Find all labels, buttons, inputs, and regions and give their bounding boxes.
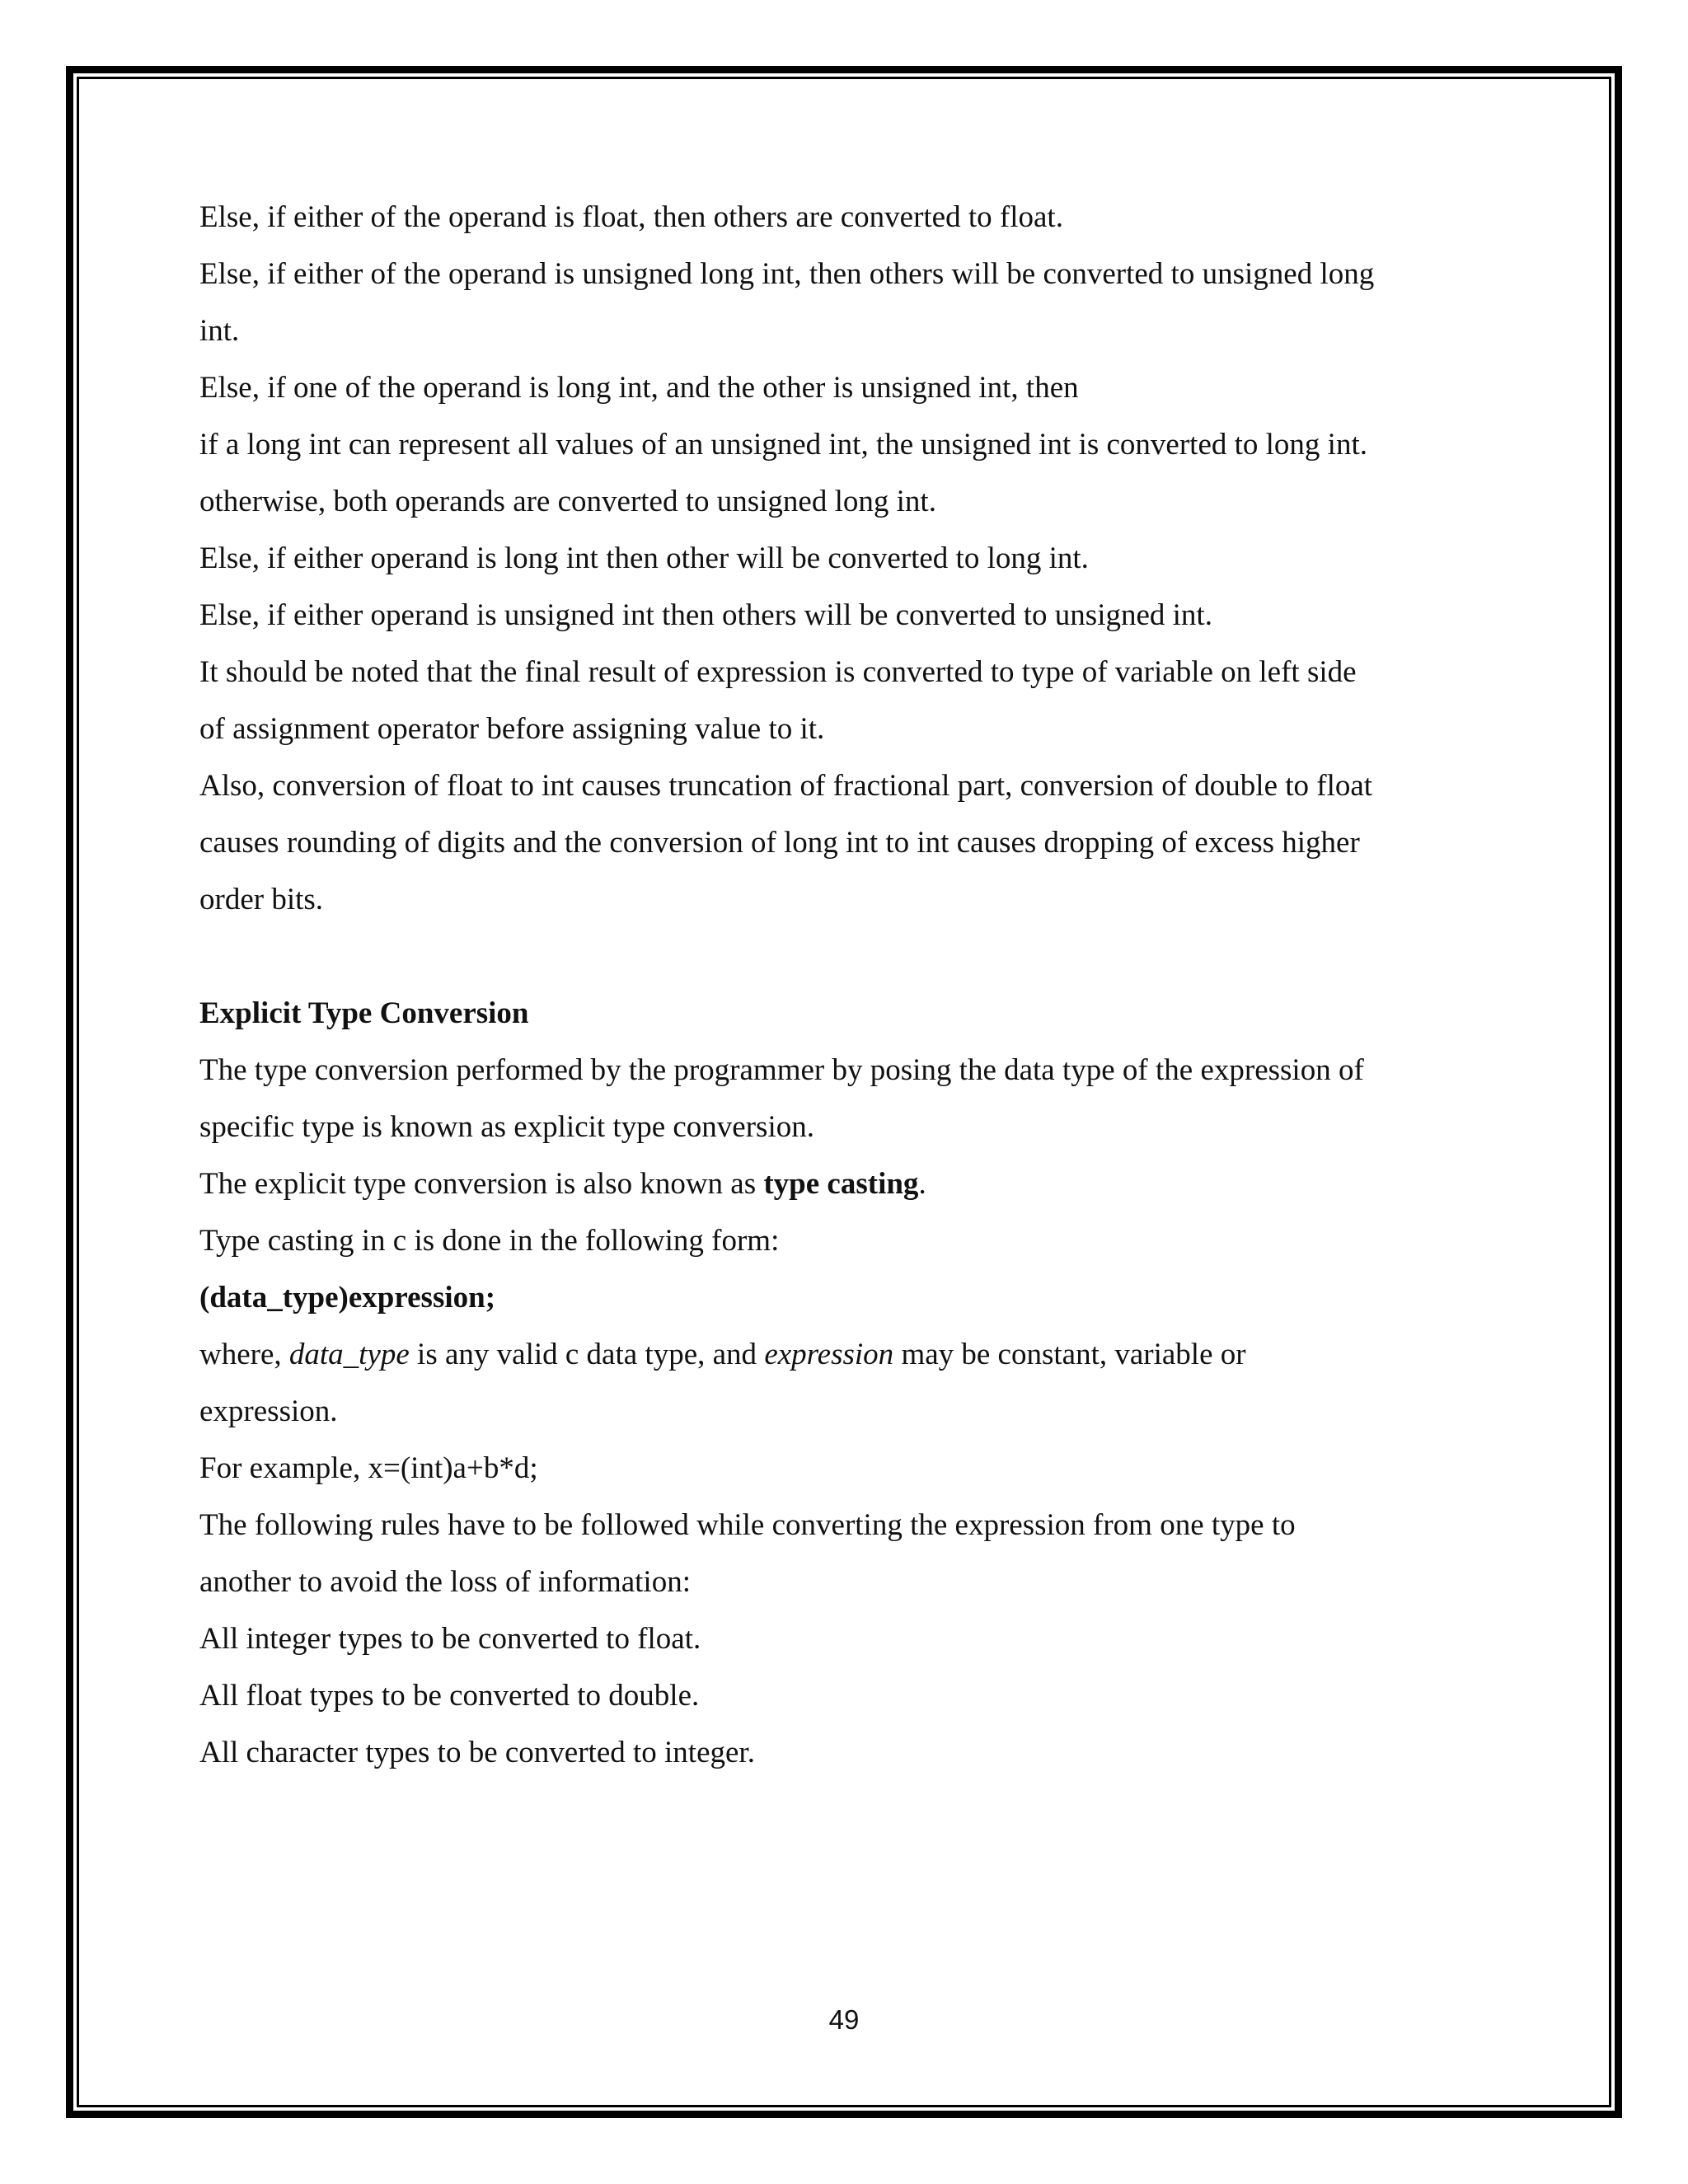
text-line: order bits. bbox=[199, 883, 324, 916]
data-type-term: data_type bbox=[288, 1338, 410, 1371]
text-line: Else, if either of the operand is float, then others are converted to float. bbox=[199, 200, 1063, 234]
example-line: For example, x=(int)a+b*d; bbox=[199, 1451, 538, 1485]
text-line: Also, conversion of float to int causes truncation of fractional part, conversion of double to float bbox=[199, 769, 1373, 803]
page-content bbox=[199, 196, 1502, 1788]
text-line: Type casting in c is done in the following form: bbox=[199, 1224, 780, 1258]
text-line: Else, if either operand is long int then other will be converted to long int. bbox=[199, 541, 1089, 575]
text-span: The explicit type conversion is also known as bbox=[199, 1167, 764, 1201]
text-line: causes rounding of digits and the conversion of long int to int causes dropping of excess higher bbox=[199, 826, 1360, 860]
rule-item: All float types to be converted to double. bbox=[199, 1679, 700, 1713]
text-line: The following rules have to be followed while converting the expression from one type to bbox=[199, 1508, 1296, 1542]
rule-item: All character types to be converted to integer. bbox=[199, 1736, 755, 1769]
text-line: It should be noted that the final result of expression is converted to type of variable on left side bbox=[199, 655, 1357, 689]
text-line: specific type is known as explicit type conversion. bbox=[199, 1110, 814, 1144]
text-line: otherwise, both operands are converted to unsigned long int. bbox=[199, 485, 936, 518]
text-line: another to avoid the loss of information: bbox=[199, 1565, 691, 1599]
text-span: may be constant, variable or bbox=[893, 1338, 1246, 1371]
paragraph-gap bbox=[199, 935, 1502, 992]
cast-syntax: (data_type)expression; bbox=[199, 1281, 496, 1315]
text-line: int. bbox=[199, 314, 240, 348]
expression-term: expression bbox=[764, 1338, 894, 1371]
text-span: where, bbox=[199, 1338, 289, 1371]
where-line bbox=[199, 1333, 1502, 1390]
type-casting-term: type casting bbox=[763, 1167, 919, 1201]
text-line: Else, if either operand is unsigned int then others will be converted to unsigned int. bbox=[199, 598, 1212, 632]
text-line: Else, if one of the operand is long int, and the other is unsigned int, then bbox=[199, 371, 1079, 405]
page-number: 49 bbox=[828, 2004, 860, 2035]
text-span: is any valid c data type, and bbox=[409, 1338, 765, 1371]
text-line: Else, if either of the operand is unsigned long int, then others will be converted to unsigned long bbox=[199, 257, 1375, 291]
text-line: if a long int can represent all values of an unsigned int, the unsigned int is converted to long int. bbox=[199, 428, 1367, 462]
section-heading: Explicit Type Conversion bbox=[199, 996, 529, 1030]
text-line: of assignment operator before assigning value to it. bbox=[199, 712, 825, 746]
type-casting-line bbox=[199, 1163, 1502, 1220]
text-line: expression. bbox=[199, 1394, 338, 1428]
text-line: The type conversion performed by the programmer by posing the data type of the expression of bbox=[199, 1053, 1364, 1087]
rule-item: All integer types to be converted to float. bbox=[199, 1622, 701, 1656]
text-span: . bbox=[918, 1167, 926, 1201]
